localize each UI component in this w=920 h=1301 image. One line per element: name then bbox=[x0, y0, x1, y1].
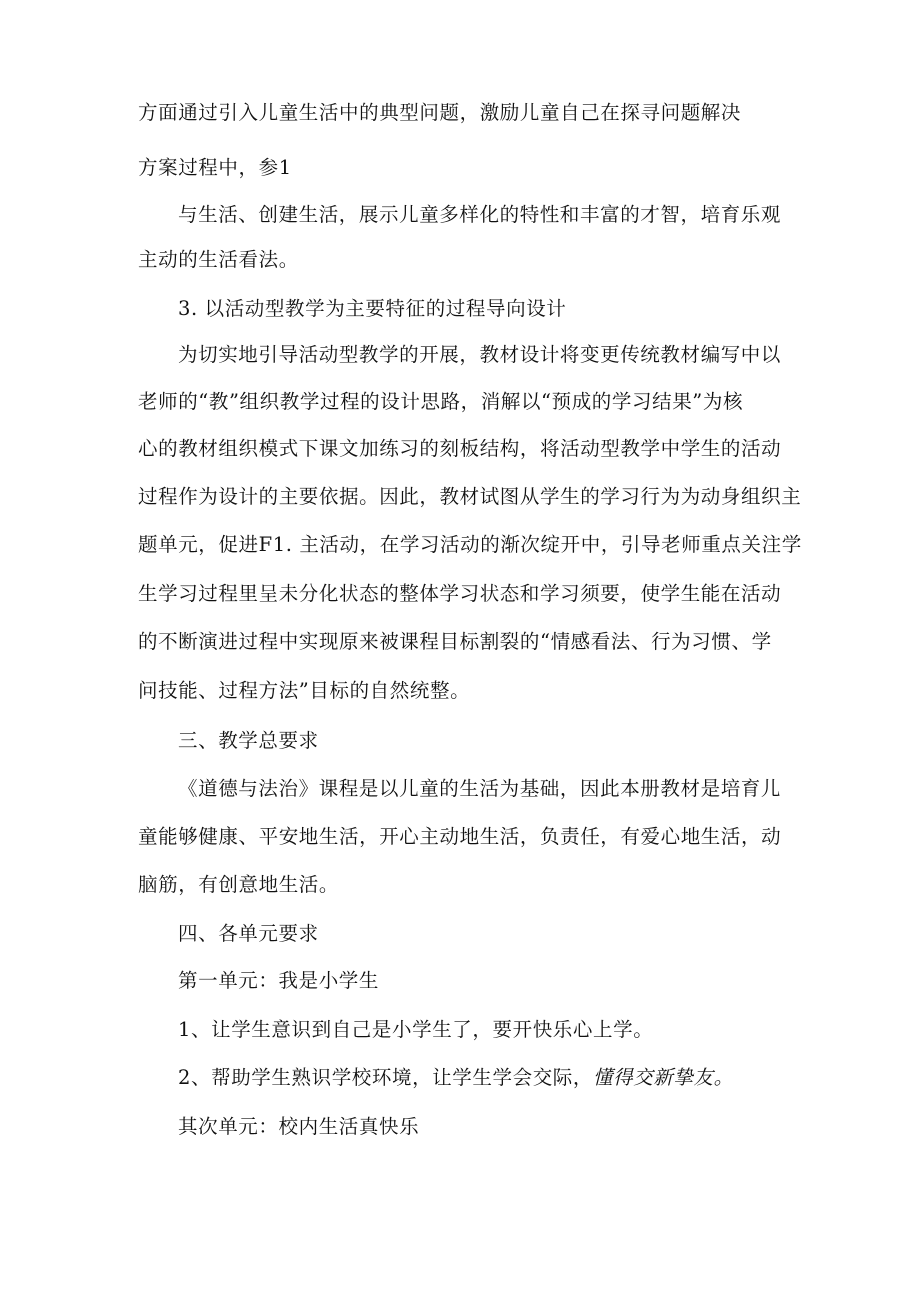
list-item: 1、让学生意识到自己是小学生了，要开快乐心上学。 bbox=[178, 1018, 654, 1041]
paragraph-line: 与生活、创建生活，展示儿童多样化的特性和丰富的才智，培育乐观 bbox=[178, 203, 782, 226]
paragraph-line: 为切实地引导活动型教学的开展，教材设计将变更传统教材编写中以 bbox=[178, 343, 782, 366]
paragraph-line: 生学习过程里呈未分化状态的整体学习状态和学习须要，使学生能在活动 bbox=[138, 582, 782, 605]
subsection-heading: 其次单元：校内生活真快乐 bbox=[178, 1115, 420, 1138]
paragraph-line: 主动的生活看法。 bbox=[138, 248, 299, 271]
paragraph-line: 过程作为设计的主要依据。因此，教材试图从学生的学习行为为动身组织主 bbox=[138, 485, 802, 508]
list-item-text: 2、帮助学生熟识学校环境，让学生学会交际， bbox=[178, 1066, 594, 1089]
paragraph-line: 题单元，促进F1. 主活动，在学习活动的渐次绽开中，引导老师重点关注学 bbox=[138, 533, 802, 556]
paragraph-line: 问技能、过程方法”目标的自然统整。 bbox=[138, 679, 471, 702]
list-item bbox=[178, 1064, 734, 1092]
subsection-heading: 第一单元：我是小学生 bbox=[178, 969, 380, 992]
section-heading: 三、教学总要求 bbox=[178, 729, 319, 752]
paragraph-line: 的不断演进过程中实现原来被课程目标割裂的“情感看法、行为习惯、学 bbox=[138, 630, 772, 653]
paragraph-line: 脑筋，有创意地生活。 bbox=[138, 873, 340, 896]
section-heading: 3. 以活动型教学为主要特征的过程导向设计 bbox=[178, 297, 567, 320]
paragraph-line: 老师的“教”组织教学过程的设计思路，消解以“预成的学习结果”为核 bbox=[138, 390, 744, 413]
section-heading: 四、各单元要求 bbox=[178, 922, 319, 945]
paragraph-line: 方面通过引入儿童生活中的典型问题，激励儿童自己在探寻问题解决 bbox=[138, 101, 742, 124]
paragraph-line: 方案过程中，参1 bbox=[138, 156, 292, 179]
paragraph-line: 童能够健康、平安地生活，开心主动地生活，负责任，有爱心地生活，动 bbox=[138, 825, 782, 848]
list-item-italic-text: 懂得交新挚友。 bbox=[593, 1066, 734, 1089]
paragraph-line: 心的教材组织模式下课文加练习的刻板结构，将活动型教学中学生的活动 bbox=[138, 437, 782, 460]
paragraph-line: 《道德与法治》课程是以儿童的生活为基础，因此本册教材是培育儿 bbox=[178, 777, 782, 800]
